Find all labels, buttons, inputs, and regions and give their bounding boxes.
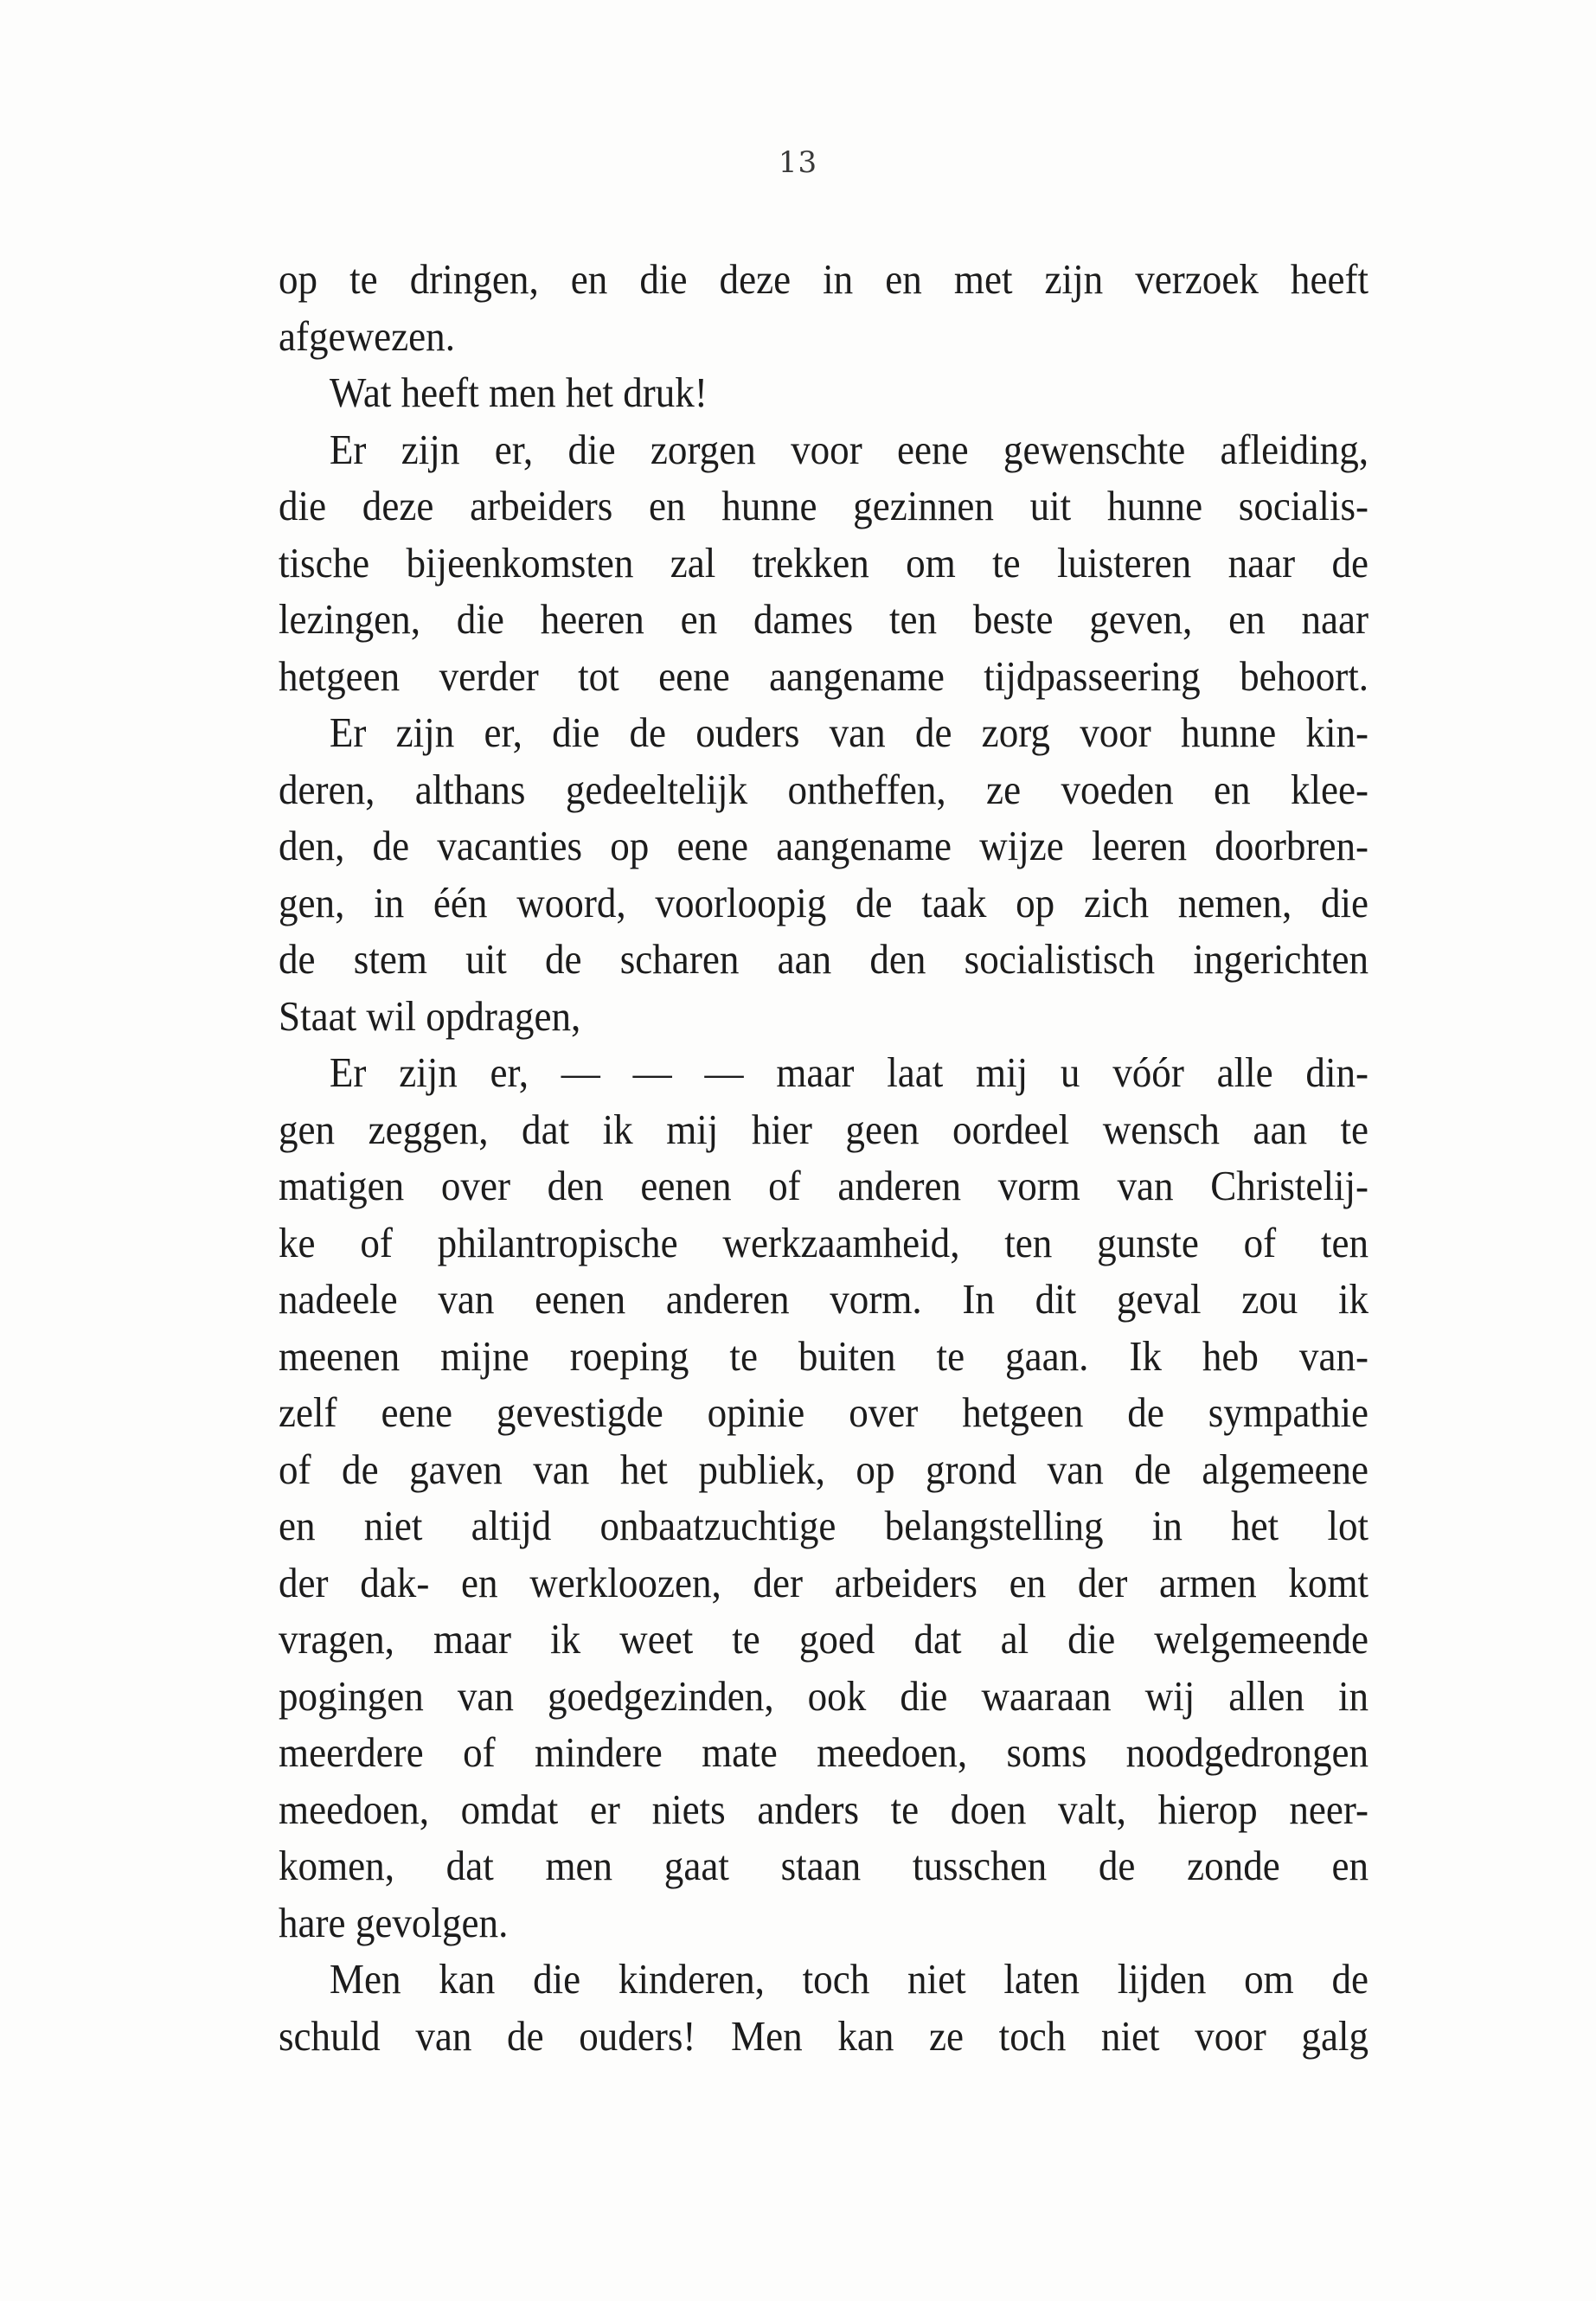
body-text xyxy=(279,251,1368,2064)
text-line: Er zijn er, — — — maar laat mij u vóór alle din- xyxy=(329,1048,1369,1096)
text-line: der dak- en werkloozen, der arbeiders en der armen komt xyxy=(279,1558,1369,1606)
text-line: meerdere of mindere mate meedoen, soms noodgedrongen xyxy=(279,1728,1369,1776)
text-line: Er zijn er, die de ouders van de zorg voor hunne kin- xyxy=(329,708,1369,756)
text-line: schuld van de ouders! Men kan ze toch niet voor galg xyxy=(279,2011,1369,2060)
text-line: die deze arbeiders en hunne gezinnen uit hunne socialis- xyxy=(279,482,1369,529)
text-line: Men kan die kinderen, toch niet laten lijden om de xyxy=(329,1955,1369,2003)
text-line: en niet altijd onbaatzuchtige belangstelling in het lot xyxy=(279,1502,1369,1549)
text-line: meenen mijne roeping te buiten te gaan. Ik heb van- xyxy=(279,1331,1369,1380)
text-line: lezingen, die heeren en dames ten beste geven, en naar xyxy=(279,595,1369,643)
page-number: 13 xyxy=(778,145,818,180)
text-line: gen zeggen, dat ik mij hier geen oordeel wensch aan te xyxy=(279,1105,1369,1153)
text-line: tische bijeenkomsten zal trekken om te luisteren naar de xyxy=(279,538,1369,586)
text-line: de stem uit de scharen aan den socialistisch ingerichten xyxy=(279,935,1369,983)
text-line: op te dringen, en die deze in en met zijn verzoek heeft xyxy=(279,255,1369,303)
text-line: matigen over den eenen of anderen vorm van Christelij- xyxy=(279,1162,1369,1209)
text-line: zelf eene gevestigde opinie over hetgeen de sympathie xyxy=(279,1388,1369,1436)
text-line: komen, dat men gaat staan tusschen de zonde en xyxy=(279,1842,1369,1889)
text-line: Er zijn er, die zorgen voor eene gewenschte afleiding, xyxy=(329,425,1369,473)
text-line: Wat heeft men het druk! xyxy=(329,369,708,416)
text-line: gen, in één woord, voorloopig de taak op zich nemen, die xyxy=(279,878,1369,926)
text-line: pogingen van goedgezinden, ook die waaraan wij allen in xyxy=(279,1671,1369,1720)
text-line: meedoen, omdat er niets anders te doen valt, hierop neer- xyxy=(279,1785,1369,1833)
text-line: of de gaven van het publiek, op grond van de algemeene xyxy=(279,1445,1369,1493)
text-line: deren, althans gedeeltelijk ontheffen, ze voeden en klee- xyxy=(279,765,1369,813)
text-line: vragen, maar ik weet te goed dat al die welgemeende xyxy=(279,1615,1369,1663)
text-line: hare gevolgen. xyxy=(279,1898,509,1946)
text-line: Staat wil opdragen, xyxy=(279,991,581,1040)
text-line: hetgeen verder tot eene aangename tijdpasseering behoort. xyxy=(279,651,1369,700)
text-line: afgewezen. xyxy=(279,311,455,360)
text-line: den, de vacanties op eene aangename wijze leeren doorbren- xyxy=(279,822,1369,869)
text-line: ke of philantropische werkzaamheid, ten gunste of ten xyxy=(279,1218,1369,1266)
text-line: nadeele van eenen anderen vorm. In dit geval zou ik xyxy=(279,1275,1369,1323)
